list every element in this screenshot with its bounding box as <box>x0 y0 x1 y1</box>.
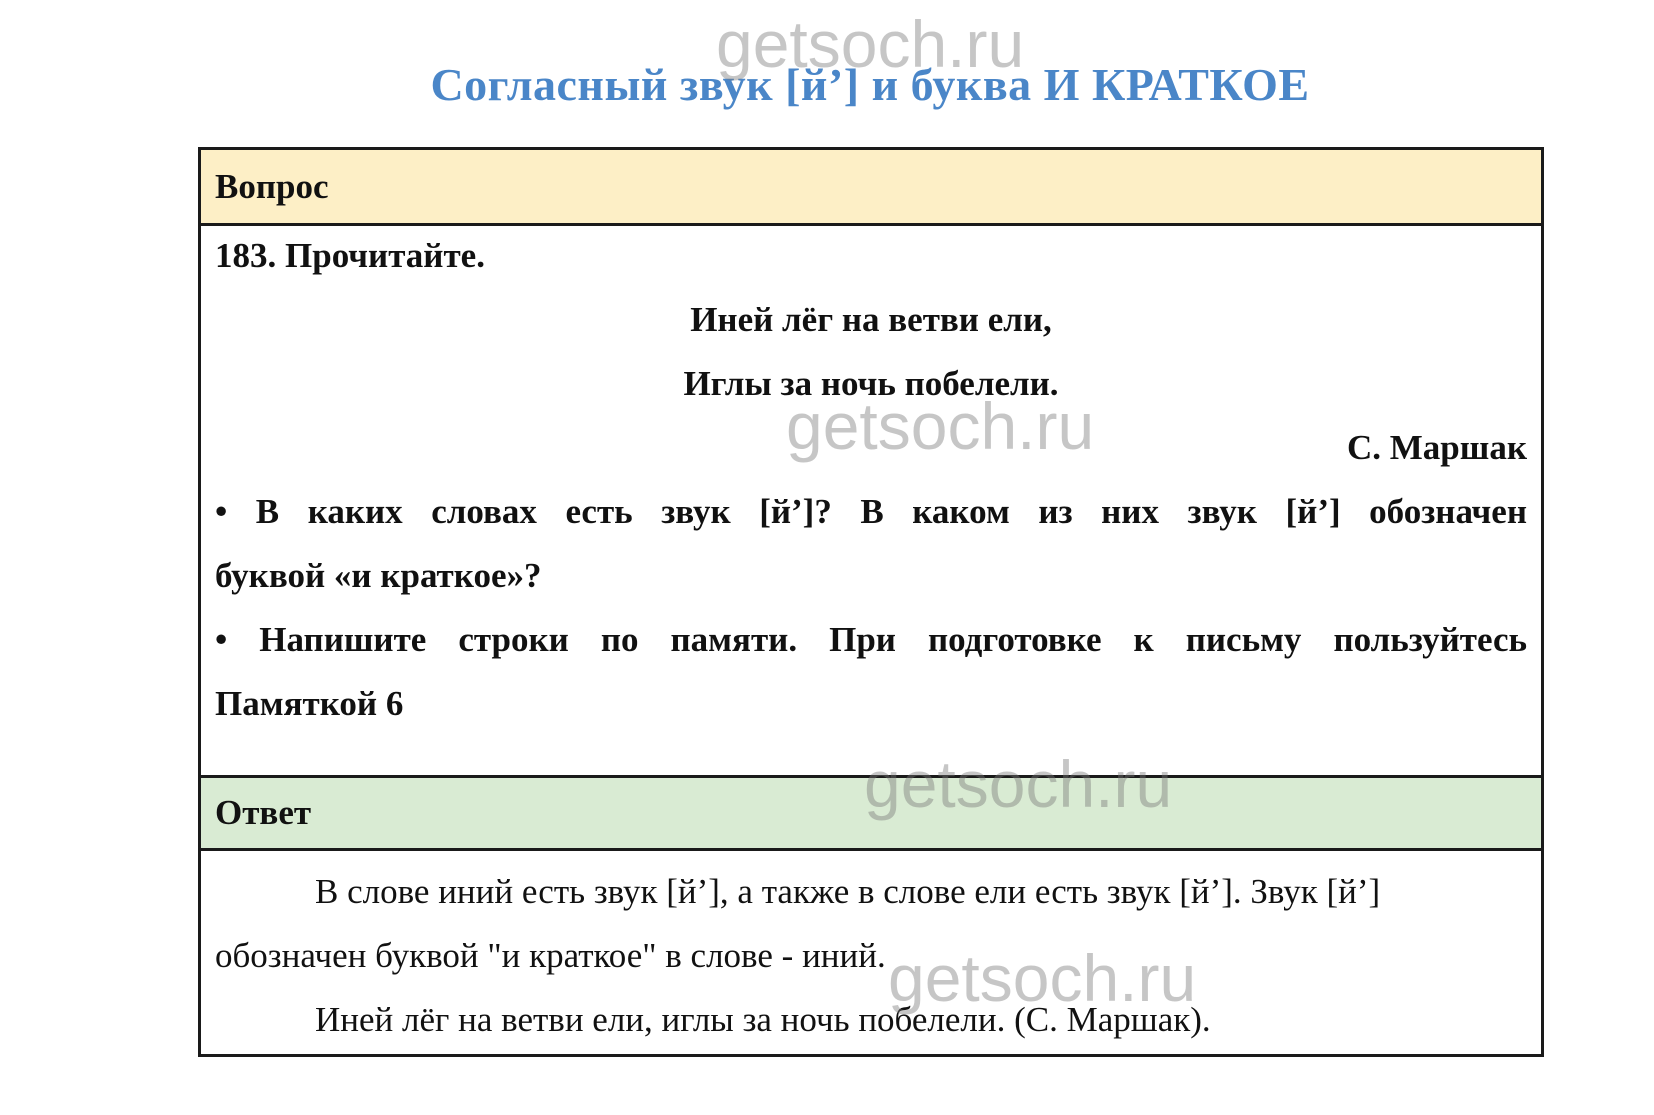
question-header-label: Вопрос <box>215 166 329 206</box>
poem-author: С. Маршак <box>1347 428 1527 467</box>
task-number-text: 183. Прочитайте. <box>215 236 485 275</box>
page-title: Согласный звук [й’] и буква И КРАТКОЕ <box>430 59 1310 110</box>
answer-text-line: Иней лёг на ветви ели, иглы за ночь побелели. (С. Маршак). <box>315 1000 1211 1039</box>
watermark: getsoch.ru <box>716 7 1025 81</box>
answer-text-line: В слове иний есть звук [й’], а также в слове ели есть звук [й’]. Звук [й’] <box>315 872 1381 911</box>
task-bullet-line: Памяткой 6 <box>215 684 404 723</box>
task-bullet-line: буквой «и краткое»? <box>215 556 542 595</box>
poem-line: Иглы за ночь побелели. <box>683 364 1059 403</box>
question-header <box>201 150 1541 226</box>
answer-text-line: обозначен буквой "и краткое" в слове - иний. <box>215 936 886 975</box>
answer-header-label: Ответ <box>215 793 312 832</box>
task-bullet-line: • Напишите строки по памяти. При подготовке к письму пользуйтесь <box>215 620 1527 659</box>
qa-card <box>198 147 1544 1057</box>
watermark: getsoch.ru <box>888 941 1197 1015</box>
poem-line: Иней лёг на ветви ели, <box>690 300 1052 339</box>
watermark: getsoch.ru <box>864 747 1173 821</box>
task-bullet-line: • В каких словах есть звук [й’]? В каком из них звук [й’] обозначен <box>215 492 1527 531</box>
watermark: getsoch.ru <box>786 389 1095 463</box>
answer-header <box>201 775 1541 851</box>
